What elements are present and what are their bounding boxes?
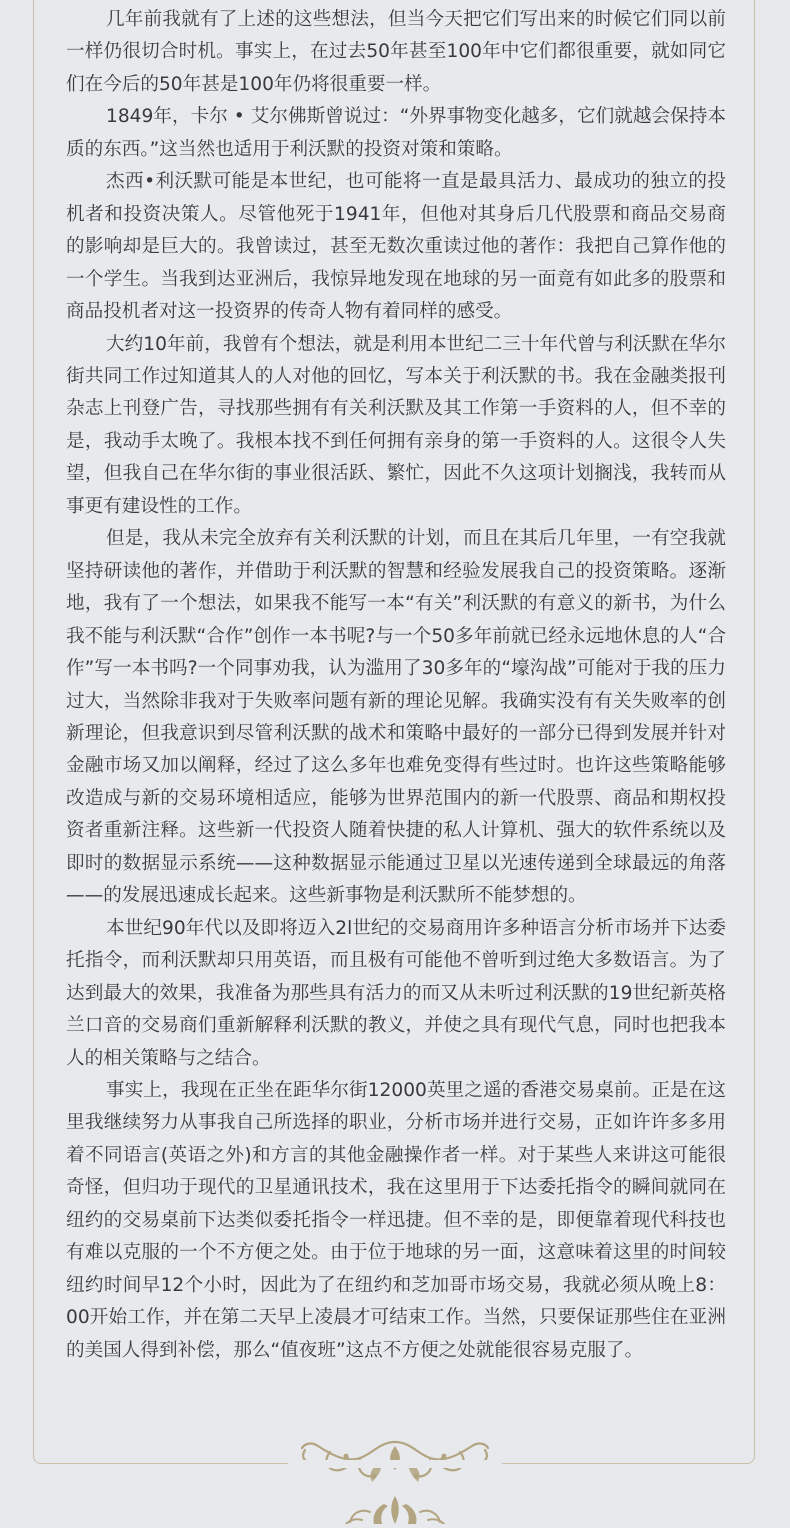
- fleur-ornament-svg: [0, 1494, 790, 1524]
- paragraph: 但是，我从未完全放弃有关利沃默的计划，而且在其后几年里，一有空我就坚持研读他的著作，并借助于利沃默的智慧和经验发展我自己的投资策略。逐渐地，我有了一个想法，如果我不能写一本“有关”利沃默的有意义的新书，为什么我不能与利沃默“合作”创作一本书呢?与一个50多年前就已经永远地休息的人“合作”写一本书吗?一个同事劝我，认为滥用了30多年的“壕沟战”可能对于我的压力过大，当然除非我对于失败率问题有新的理论见解。我确实没有有关失败率的创新理论，但我意识到尽管利沃默的战术和策略中最好的一部分已得到发展并针对金融市场又加以阐释，经过了这么多年也难免变得有些过时。也许这些策略能够改造成与新的交易环境相适应，能够为世界范围内的新一代股票、商品和期权投资者重新注释。这些新一代投资人随着快捷的私人计算机、强大的软件系统以及即时的数据显示系统——这种数据显示能通过卫星以光速传递到全球最远的角落——的发展迅速成长起来。这些新事物是利沃默所不能梦想的。: [66, 528, 726, 907]
- paragraph: 几年前我就有了上述的这些想法，但当今天把它们写出来的时候它们同以前一样仍很切合时机。事实上，在过去50年甚至100年中它们都很重要，就如同它们在今后的50年甚是100年仍将很重要一样。: [66, 9, 726, 95]
- paragraph: 杰西•利沃默可能是本世纪，也可能将一直是最具活力、最成功的独立的投机者和投资决策人。尽管他死于1941年，但他对其身后几代股票和商品交易商的影响却是巨大的。我曾读过，甚至无数次重读过他的著作：我把自己算作他的一个学生。当我到达亚洲后，我惊异地发现在地球的另一面竟有如此多的股票和商品投机者对这一投资界的传奇人物有着同样的感受。: [66, 171, 726, 323]
- flourish-divider-icon: [0, 1432, 790, 1488]
- paragraph: 大约10年前，我曾有个想法，就是利用本世纪二三十年代曾与利沃默在华尔街共同工作过知道其人的人对他的回忆，写本关于利沃默的书。我在金融类报刊杂志上刊登广告，寻找那些拥有有关利沃默及其工作第一手资料的人，但不幸的是，我动手太晚了。我根本找不到任何拥有亲身的第一手资料的人。这很令人失望，但我自己在华尔街的事业很活跃、繁忙，因此不久这项计划搁浅，我转而从事更有建设性的工作。: [66, 333, 726, 517]
- paragraph: 1849年，卡尔 • 艾尔佛斯曾说过：“外界事物变化越多，它们就越会保持本质的东西。”这当然也适用于利沃默的投资对策和策略。: [66, 106, 726, 160]
- paragraph: 本世纪90年代以及即将迈入2l世纪的交易商用许多种语言分析市场并下达委托指令，而利沃默却只用英语，而且极有可能他不曾听到过绝大多数语言。为了达到最大的效果，我准备为那些具有活力的而又从未听过利沃默的19世纪新英格兰口音的交易商们重新解释利沃默的教义，并使之具有现代气息，同时也把我本人的相关策略与之结合。: [66, 917, 726, 1069]
- fleur-ornament-icon: [0, 1494, 790, 1524]
- paragraph: 事实上，我现在正坐在距华尔街12000英里之遥的香港交易桌前。正是在这里我继续努力从事我自己所选择的职业，分析市场并进行交易，正如许许多多用着不同语言(英语之外)和方言的其他金融操作者一样。对于某些人来讲这可能很奇怪，但归功于现代的卫星通讯技术，我在这里用于下达委托指令的瞬间就同在纽约的交易桌前下达类似委托指令一样迅捷。但不幸的是，即便靠着现代科技也有难以克服的一个不方便之处。由于位于地球的另一面，这意味着这里的时间较纽约时间早12个小时，因此为了在纽约和芝加哥市场交易，我就必须从晚上8：00开始工作，并在第二天早上凌晨才可结束工作。当然，只要保证那些住在亚洲的美国人得到补偿，那么“值夜班”这点不方便之处就能很容易克服了。: [66, 1079, 726, 1361]
- frame-gap: [288, 1460, 502, 1468]
- article-body: [66, 4, 726, 1367]
